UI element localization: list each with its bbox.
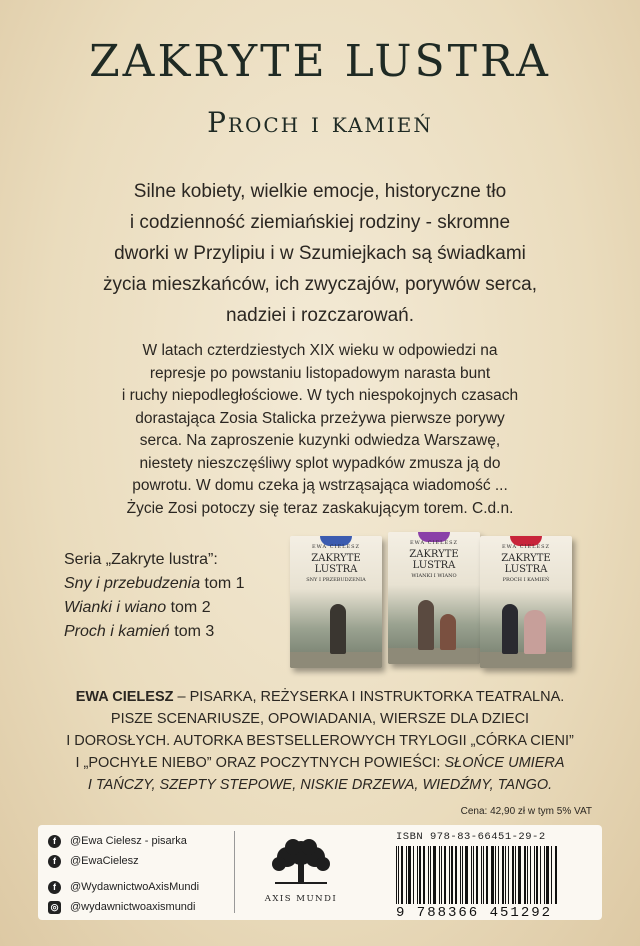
cover-author: EWA CIELESZ [311,544,361,550]
barcode-bar [419,846,421,904]
barcode-bar [544,846,545,904]
barcode-bar [481,846,482,904]
book-cover-1 [290,536,382,668]
social-handle[interactable]: @wydawnictwoaxismundi [70,901,196,913]
barcode-bar [465,846,468,904]
barcode-bar [444,846,446,904]
barcode-bar [439,846,440,904]
series-heading: Seria „Zakryte lustra”: [64,551,218,568]
barcode-bar [491,846,494,904]
price-label: Cena: 42,90 zł w tym 5% VAT [460,806,592,817]
author-bio-italic: SŁOŃCE UMIERA [444,755,565,771]
facebook-icon: f [48,881,61,894]
cover-subtitle: PROCH I KAMIEŃ [502,577,550,583]
barcode-bar [413,846,414,904]
barcode-bar [530,846,531,904]
intro-line: Silne kobiety, wielkie emocje, historyczne tło [133,181,507,202]
barcode-bar [524,846,526,904]
barcode-bar [401,846,403,904]
barcode-bar [455,846,457,904]
barcode-bar [406,846,407,904]
cover-title: ZAKRYTE LUSTRA [501,553,551,575]
series-item [64,620,245,644]
social-handle[interactable]: @Ewa Cielesz - pisarka [70,835,187,847]
barcode-bar [473,846,474,904]
barcode-bar [495,846,496,904]
facebook-icon: f [48,855,61,868]
barcode-bar [515,846,516,904]
author-bio-italic: I TAŃCZY, SZEPTY STEPOWE, NISKIE DRZEWA, WIEDŹMY, TANGO. [87,777,553,793]
author-bio-line: PISZE SCENARIUSZE, OPOWIADANIA, WIERSZE DLA DZIECI [110,711,530,727]
intro-line: życia mieszkańców, ich zwyczajów, porywów serca, [103,274,537,295]
series-item-volume: tom 2 [170,599,211,616]
series-item [64,572,245,596]
author-bio-line [0,686,640,708]
cover-subtitle: WIANKI I WIANO [411,573,457,579]
description-line: powrotu. W domu czeka ją wstrząsająca wiadomość ... [132,477,508,494]
barcode-bar [518,846,521,904]
intro-line: dworki w Przylipiu i w Szumiejkach są świadkami [114,243,526,264]
description-line: niestety nieszczęśliwy splot wypadków zmusza ją do [139,454,501,472]
book-title: ZAKRYTE LUSTRA [89,36,551,87]
barcode-bar [536,846,538,904]
barcode-bar [498,846,499,904]
social-item[interactable] [48,831,234,851]
author-bio-line [0,774,640,796]
description-line: Życie Zosi potoczy się teraz zaskakującym torem. C.d.n. [126,499,514,517]
publisher-info-box [38,825,602,920]
barcode-bar [430,846,431,904]
description-line: serca. Na zaproszenie kuzynki odwiedza Warszawę, [139,432,501,449]
barcode-bar [555,846,557,904]
barcode-bar [441,846,442,904]
series-item-title: Proch i kamień [64,623,170,640]
social-handle[interactable]: @EwaCielesz [70,855,139,867]
barcode-bar [546,846,549,904]
description-line: dorastająca Zosia Stalicka przeżywa pierwsze porywy [135,409,505,427]
barcode-bar [505,846,506,904]
barcode-bar [483,846,484,904]
cover-title: ZAKRYTE LUSTRA [311,553,361,575]
intro-line: nadziei i rozczarowań. [226,305,414,326]
author-bio-line: I DOROSŁYCH. AUTORKA BESTSELLEROWYCH TRYLOGII „CÓRKA CIENI” [66,733,574,749]
series-item-volume: tom 1 [204,575,245,592]
social-handle[interactable]: @WydawnictwoAxisMundi [70,881,200,893]
barcode-bar [408,846,411,904]
facebook-icon: f [48,835,61,848]
barcode-bar [460,846,461,904]
barcode-bar [486,846,488,904]
barcode-bars [396,846,596,904]
book-cover-2 [388,532,480,664]
author-bio-text: I „POCHYŁE NIEBO” ORAZ POCZYTNYCH POWIEŚCI: [75,755,445,771]
isbn-number: ISBN 978-83-66451-29-2 [396,831,546,843]
barcode-bar [449,846,450,904]
book-subtitle: Proch i kamień [207,106,433,139]
barcode-bar [433,846,436,904]
barcode-bar [423,846,425,904]
barcode [396,831,596,921]
book-cover-3 [480,536,572,668]
social-links [48,831,234,917]
social-item[interactable] [48,851,234,871]
barcode-bar [417,846,418,904]
barcode-bar [451,846,453,904]
publisher-name: AXIS MUNDI [264,894,338,904]
tree-icon [269,837,333,887]
barcode-bar [428,846,429,904]
author-bio-line [0,752,640,774]
ean-number: 9 788366 451292 [396,905,553,921]
author-name: EWA CIELESZ [75,689,174,705]
author-bio [0,686,640,796]
social-item[interactable] [48,877,234,897]
barcode-bar [396,846,397,904]
barcode-bar [476,846,478,904]
series-item-title: Wianki i wiano [64,599,167,616]
cover-subtitle: SNY I PRZEBUDZENIA [306,577,366,583]
barcode-bar [508,846,509,904]
description-line: i ruchy niepodległościowe. W tych niespokojnych czasach [121,387,519,404]
description-line: W latach czterdziestych XIX wieku w odpowiedzi na [142,342,498,359]
barcode-bar [398,846,399,904]
cover-author: EWA CIELESZ [501,544,551,550]
series-list [64,548,245,644]
book-covers-image [286,530,586,670]
intro-text [40,176,600,331]
instagram-icon: ◎ [48,901,61,914]
barcode-bar [527,846,528,904]
author-bio-text: – PISARKA, REŻYSERKA I INSTRUKTORKA TEATRALNA. [173,689,565,705]
barcode-bar [512,846,514,904]
divider [234,831,235,913]
barcode-bar [551,846,552,904]
social-item[interactable] [48,897,234,917]
barcode-bar [502,846,504,904]
series-item-volume: tom 3 [174,623,215,640]
intro-line: i codzienność ziemiańskiej rodziny - skromne [129,212,511,233]
barcode-bar [534,846,535,904]
cover-title: ZAKRYTE LUSTRA [409,549,459,571]
publisher-logo [256,837,346,904]
series-item [64,596,245,620]
description-line: represje po powstaniu listopadowym narasta bunt [149,364,491,382]
barcode-bar [471,846,472,904]
cover-author: EWA CIELESZ [409,540,459,546]
barcode-bar [540,846,541,904]
series-item-title: Sny i przebudzenia [64,575,201,592]
description-text [40,340,600,520]
barcode-bar [462,846,463,904]
